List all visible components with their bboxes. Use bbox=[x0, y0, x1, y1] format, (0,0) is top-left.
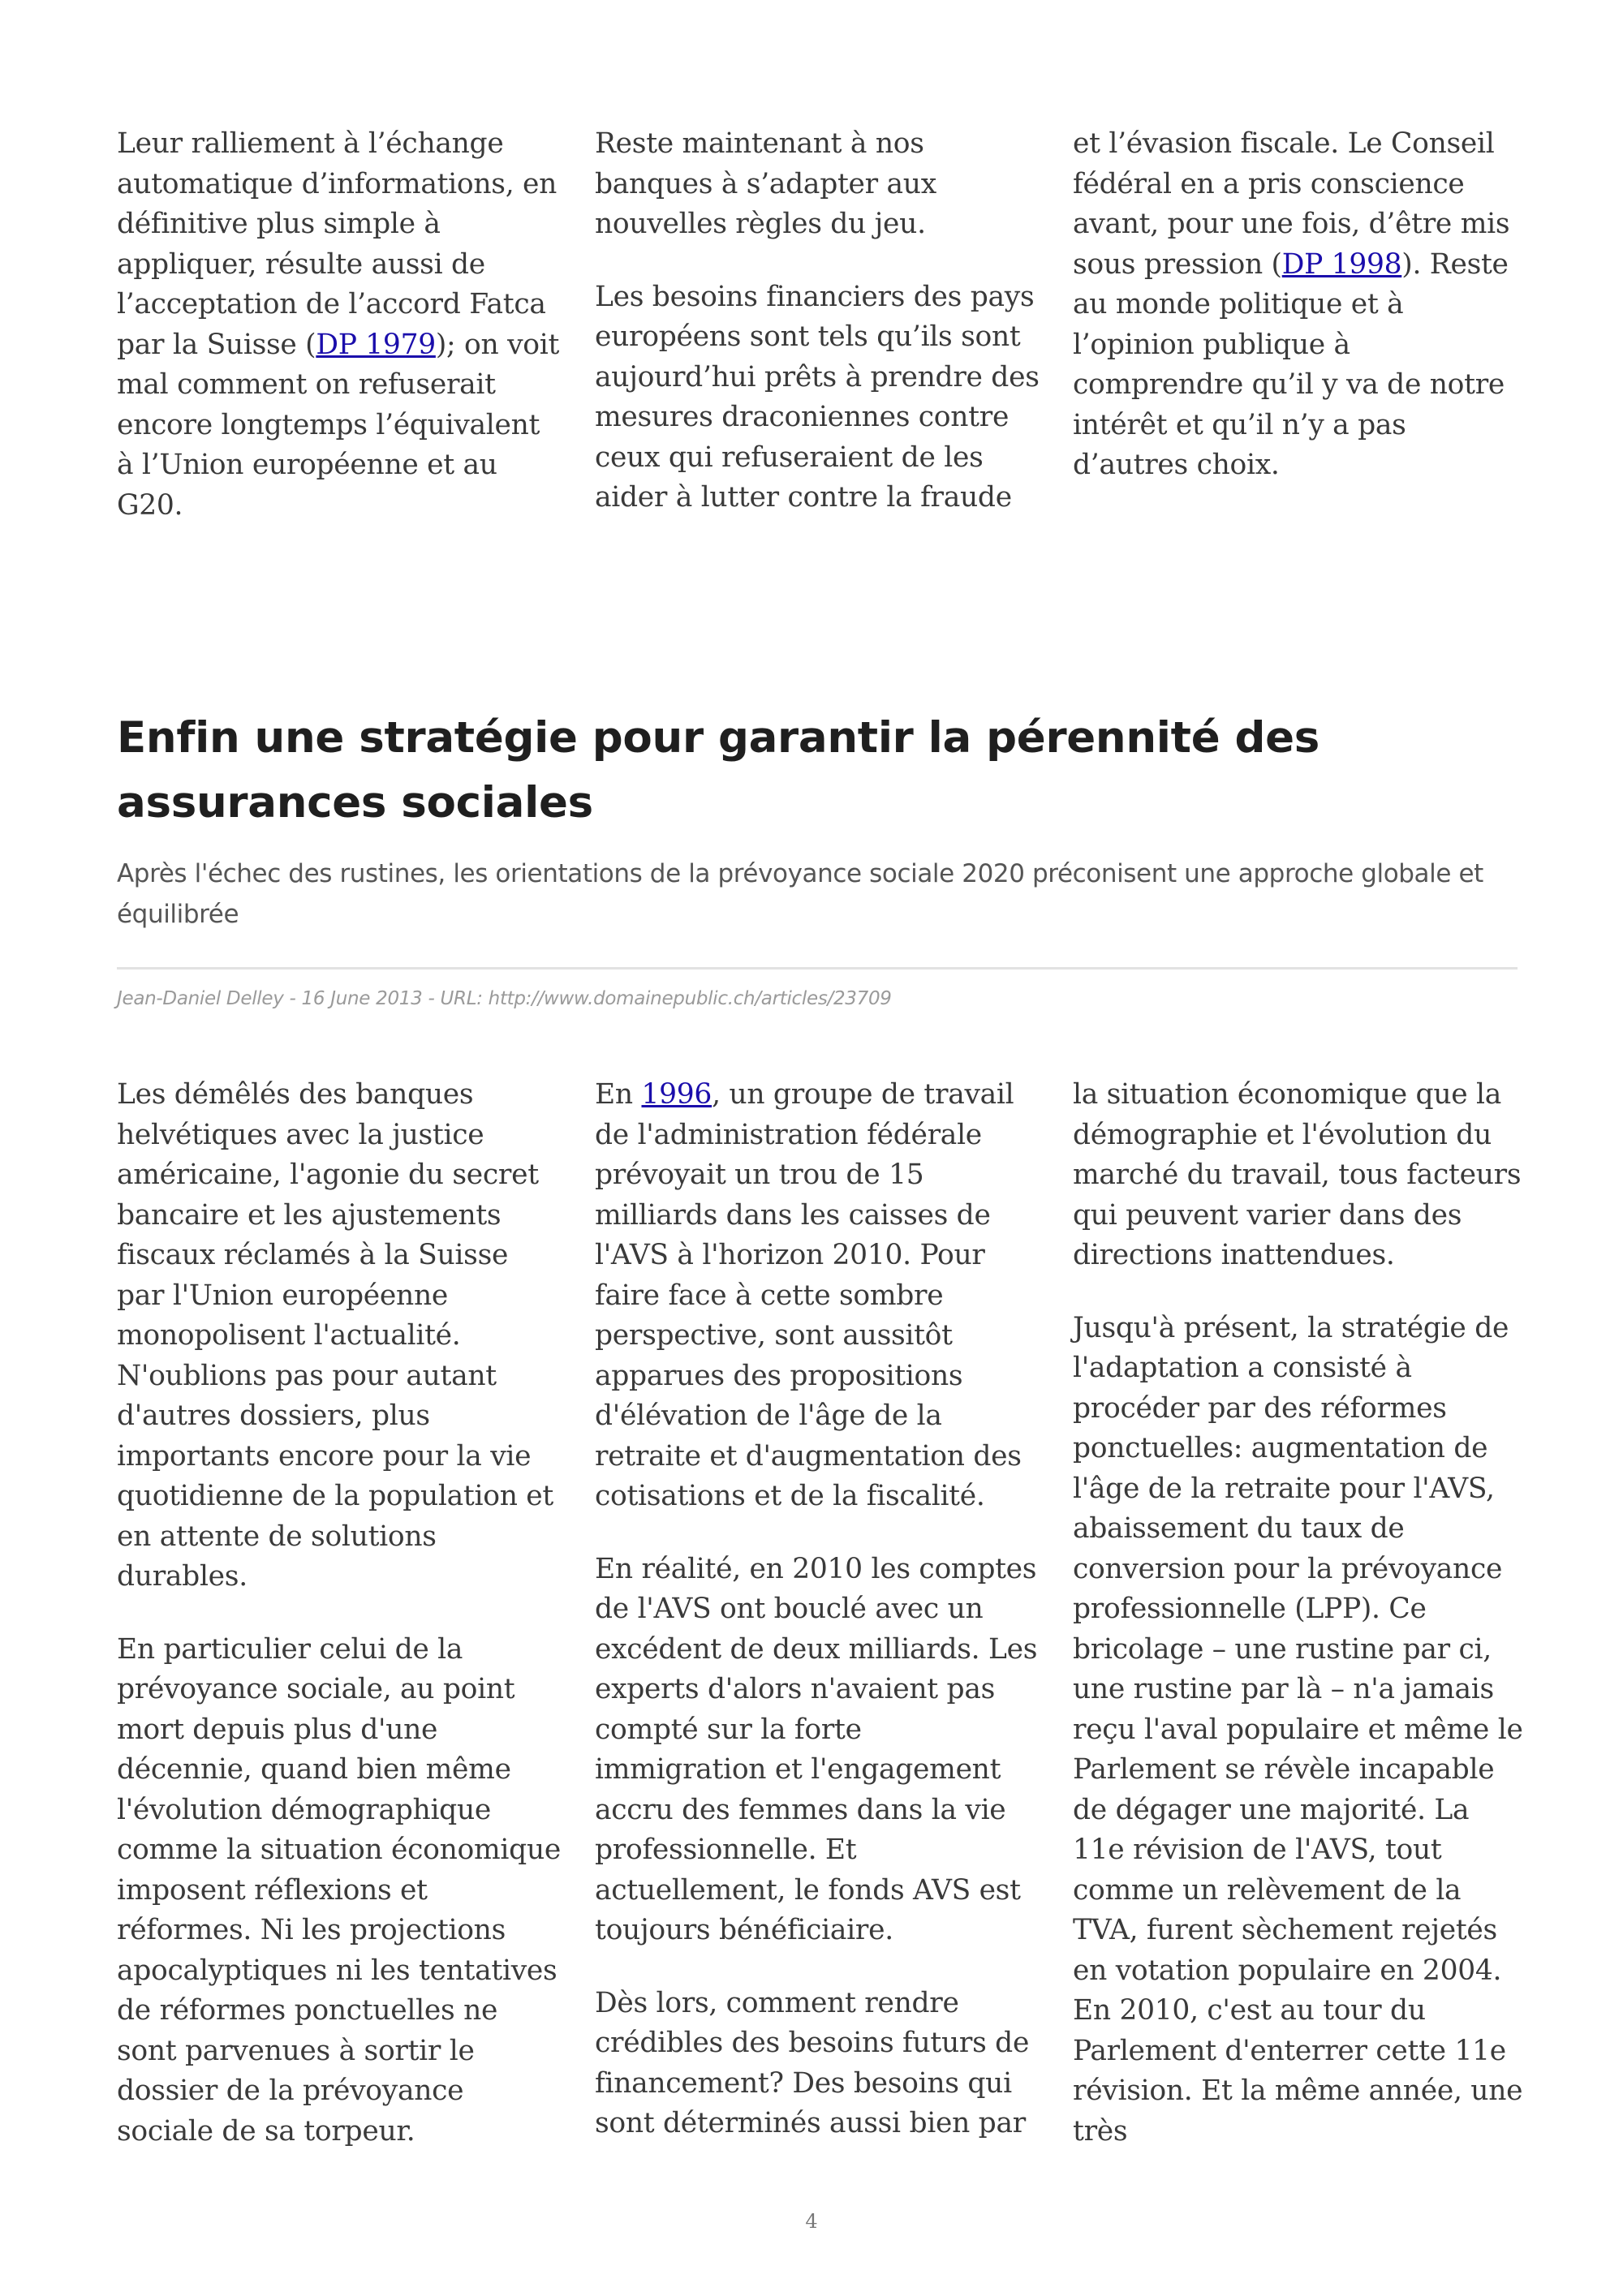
paragraph: et l’évasion fiscale. Le Conseil fédéral en a pris conscience avant, pour une fois, d’être mis sous pression (DP 1998). Reste au monde politique et à l’opinion publique à comprendre qu’il y va de notre intérêt et qu’il n’y a pas d’autres choix. bbox=[1073, 127, 1510, 481]
body-column-1 bbox=[117, 1075, 563, 2152]
paragraph: En 1996, un groupe de travail de l'administration fédérale prévoyait un trou de 15 milliards dans les caisses de l'AVS à l'horizon 2010. Pour faire face à cette sombre perspective, sont aussitôt apparues des propositions d'élévation de l'âge de la retraite et d'augmentation des cotisations et de la fiscalité. bbox=[595, 1078, 1022, 1512]
body-column-3 bbox=[1073, 1075, 1527, 2152]
paragraph: Dès lors, comment rendre crédibles des besoins futurs de financement? Des besoins qui sont déterminés aussi bien par bbox=[595, 1986, 1030, 2139]
dp-1998-link[interactable]: DP 1998 bbox=[1281, 247, 1402, 281]
divider bbox=[117, 967, 1518, 970]
paragraph: Reste maintenant à nos banques à s’adapter aux nouvelles règles du jeu. bbox=[595, 127, 936, 240]
article-subtitle: Après l'échec des rustines, les orientations de la prévoyance sociale 2020 préconisent une approche globale et équilibrée bbox=[117, 859, 1483, 929]
top-column-3 bbox=[1073, 124, 1527, 486]
article-meta: Jean-Daniel Delley - 16 June 2013 - URL: http://www.domainepublic.ch/articles/23709 bbox=[117, 988, 892, 1009]
paragraph: Les besoins financiers des pays européens sont tels qu’ils sont aujourd’hui prêts à prendre des mesures draconiennes contre ceux qui refuseraient de les aider à lutter contre la fraude bbox=[595, 280, 1040, 514]
top-column-2 bbox=[595, 124, 1041, 518]
page-number: 4 bbox=[805, 2210, 818, 2233]
paragraph: la situation économique que la démographie et l'évolution du marché du travail, tous facteurs qui peuvent varier dans des directions inattendues. bbox=[1073, 1078, 1522, 1271]
paragraph: Jusqu'à présent, la stratégie de l'adaptation a consisté à procéder par des réformes ponctuelles: augmentation de l'âge de la retraite pour l'AVS, abaissement du taux de conversion pour la prévoyance professionnelle (LPP). Ce bricolage – une rustine par ci, une rustine par là – n'a jamais reçu l'aval populaire et même le Parlement se révèle incapable de dégager une majorité. La 11e révision de l'AVS, tout comme un relèvement de la TVA, furent sèchement rejetés en votation populaire en 2004. En 2010, c'est au tour du Parlement d'enterrer cette 11e révision. Et la même année, une très bbox=[1073, 1311, 1523, 2148]
paragraph: En particulier celui de la prévoyance sociale, au point mort depuis plus d'une décennie, quand bien même l'évolution démographique comme la situation économique imposent réflexions et réformes. Ni les projections apocalyptiques ni les tentatives de réformes ponctuelles ne sont parvenues à sortir le dossier de la prévoyance sociale de sa torpeur. bbox=[117, 1632, 561, 2148]
paragraph: En réalité, en 2010 les comptes de l'AVS ont bouclé avec un excédent de deux milliards. Les experts d'alors n'avaient pas compté sur la forte immigration et l'engagement accru des femmes dans la vie professionnelle. Et actuellement, le fonds AVS est toujours bénéficiaire. bbox=[595, 1552, 1038, 1946]
article-title: Enfin une stratégie pour garantir la pérennité des assurances sociales bbox=[117, 713, 1320, 828]
dp-1979-link[interactable]: DP 1979 bbox=[316, 328, 436, 361]
paragraph: Leur ralliement à l’échange automatique d’informations, en définitive plus simple à appliquer, résulte aussi de l’acceptation de l’accord Fatca par la Suisse (DP 1979); on voit mal comment on refuserait encore longtemps l’équivalent à l’Union européenne et au G20. bbox=[117, 127, 560, 522]
body-column-2 bbox=[595, 1075, 1041, 2144]
top-column-1 bbox=[117, 124, 563, 526]
paragraph: Les démêlés des banques helvétiques avec la justice américaine, l'agonie du secret bancaire et les ajustements fiscaux réclamés à la Suisse par l'Union européenne monopolisent l'actualité. N'oublions pas pour autant d'autres dossiers, plus importants encore pour la vie quotidienne de la population et en attente de solutions durables. bbox=[117, 1078, 553, 1593]
year-1996-link[interactable]: 1996 bbox=[641, 1078, 712, 1111]
